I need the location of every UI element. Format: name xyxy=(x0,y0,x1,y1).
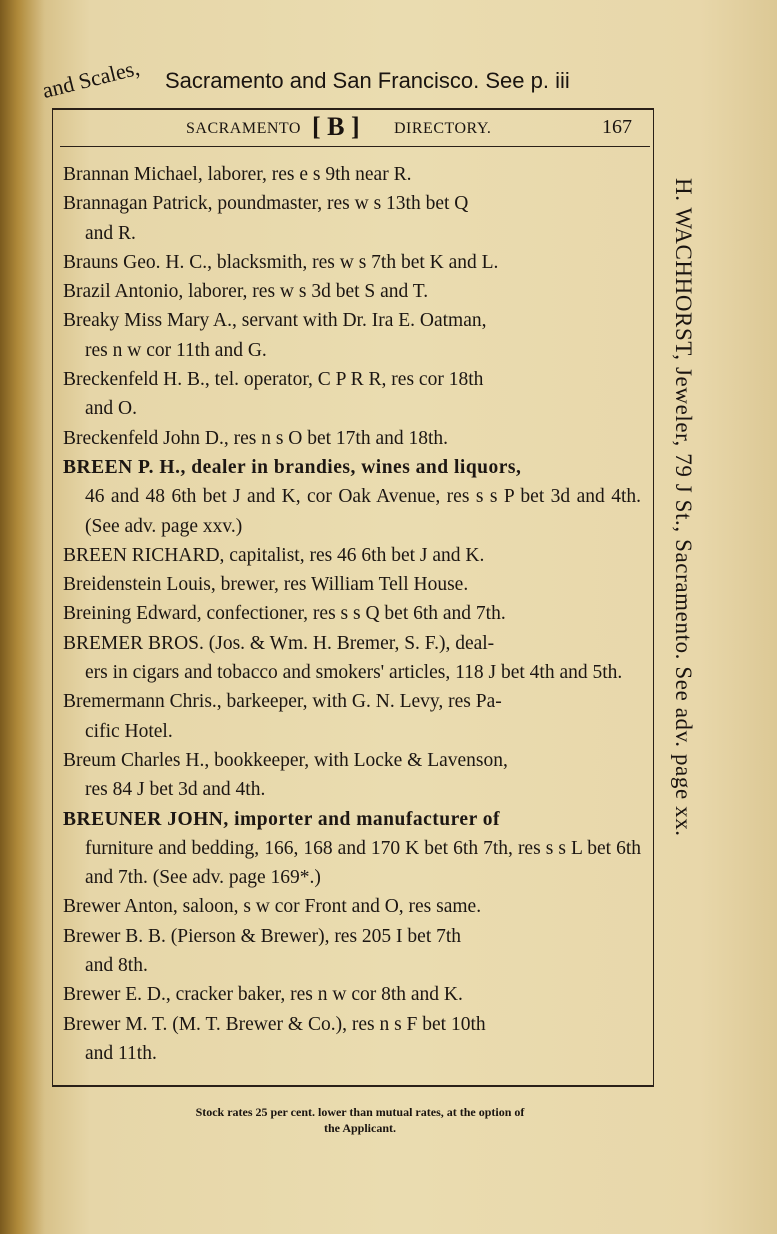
directory-entry xyxy=(63,892,641,921)
running-head-title: DIRECTORY. xyxy=(394,120,492,137)
directory-entry xyxy=(63,599,641,628)
entry-first-line: Brewer Anton, saloon, s w cor Front and O, res same. xyxy=(63,896,482,918)
entry-first-line: Brewer E. D., cracker baker, res n w cor 8th and K. xyxy=(63,984,463,1006)
directory-entries xyxy=(63,160,641,1068)
directory-entry xyxy=(63,629,641,688)
directory-entry xyxy=(63,424,641,453)
entry-first-line: Brauns Geo. H. C., blacksmith, res w s 7th bet K and L. xyxy=(63,251,499,273)
footer-line-2: the Applicant. xyxy=(323,1121,396,1135)
entry-continuation: and R. xyxy=(85,222,136,244)
page-number: 167 xyxy=(602,116,632,138)
directory-entry xyxy=(63,248,641,277)
entry-first-line: Brewer B. B. (Pierson & Brewer), res 205 I bet 7th xyxy=(63,925,462,947)
running-head xyxy=(52,114,652,144)
entry-first-line: Brannan Michael, laborer, res e s 9th near R. xyxy=(63,164,412,185)
entry-first-line: Breidenstein Louis, brewer, res William Tell House. xyxy=(63,574,469,596)
entry-continuation: cific Hotel. xyxy=(85,720,173,742)
entry-continuation: and 8th. xyxy=(85,955,148,977)
entry-first-line: Breckenfeld John D., res n s O bet 17th and 18th. xyxy=(63,427,449,449)
entry-continuation: 46 and 48 6th bet J and K, cor Oak Avenue, res s s P bet 3d and 4th. (See adv. page xxv.) xyxy=(85,486,641,537)
directory-entry xyxy=(63,980,641,1009)
directory-entry xyxy=(63,306,641,365)
entry-first-line: BREMER BROS. (Jos. & Wm. H. Bremer, S. F.), deal- xyxy=(63,632,495,654)
directory-entry xyxy=(63,365,641,424)
entry-continuation: res 84 J bet 3d and 4th. xyxy=(85,779,266,801)
entry-continuation: and O. xyxy=(85,398,137,420)
footer-line-1: Stock rates 25 per cent. lower than mutual rates, at the option of xyxy=(195,1105,525,1119)
entry-first-line: Bremermann Chris., barkeeper, with G. N. Levy, res Pa- xyxy=(63,691,502,713)
entry-first-line: Breining Edward, confectioner, res s s Q bet 6th and 7th. xyxy=(63,603,506,625)
directory-entry xyxy=(63,1010,641,1069)
side-advert-text: H. WACHHORST, Jeweler, 79 J St., Sacramento. See adv. page xx. xyxy=(671,178,696,837)
footer-note xyxy=(80,1104,640,1136)
directory-entry xyxy=(63,453,641,541)
entry-first-line: Breaky Miss Mary A., servant with Dr. Ira E. Oatman, xyxy=(63,310,487,332)
top-advert-text: Sacramento and San Francisco. See p. iii xyxy=(165,68,570,93)
directory-entry xyxy=(63,160,641,189)
header-rule xyxy=(60,146,650,147)
top-advert-lead: and Scales, xyxy=(39,54,142,104)
entry-continuation: and 11th. xyxy=(85,1042,157,1064)
directory-entry xyxy=(63,687,641,746)
directory-entry xyxy=(63,570,641,599)
directory-entry xyxy=(63,922,641,981)
entry-first-line: BREUNER JOHN, importer and manufacturer of xyxy=(63,808,500,830)
entry-continuation: ers in cigars and tobacco and smokers' articles, 118 J bet 4th and 5th. xyxy=(85,662,623,684)
directory-entry xyxy=(63,746,641,805)
entry-continuation: res n w cor 11th and G. xyxy=(85,339,267,361)
running-head-letter: [ B ] xyxy=(312,112,360,141)
running-head-city: SACRAMENTO xyxy=(186,120,301,137)
entry-first-line: BREEN RICHARD, capitalist, res 46 6th bet J and K. xyxy=(63,544,485,566)
entry-first-line: Brannagan Patrick, poundmaster, res w s 13th bet Q xyxy=(63,193,469,215)
entry-first-line: Breckenfeld H. B., tel. operator, C P R R, res cor 18th xyxy=(63,369,484,391)
directory-entry xyxy=(63,541,641,570)
directory-entry xyxy=(63,277,641,306)
entry-first-line: Brewer M. T. (M. T. Brewer & Co.), res n s F bet 10th xyxy=(63,1013,486,1035)
entry-first-line: Brazil Antonio, laborer, res w s 3d bet S and T. xyxy=(63,281,429,303)
entry-first-line: BREEN P. H., dealer in brandies, wines and liquors, xyxy=(63,456,522,478)
directory-entry xyxy=(63,805,641,893)
entry-first-line: Breum Charles H., bookkeeper, with Locke & Lavenson, xyxy=(63,749,508,771)
side-advert xyxy=(668,178,708,1038)
directory-entry xyxy=(63,189,641,248)
entry-continuation: furniture and bedding, 166, 168 and 170 K bet 6th 7th, res s s L bet 6th and 7th. (See adv. page 169*.) xyxy=(85,837,641,889)
